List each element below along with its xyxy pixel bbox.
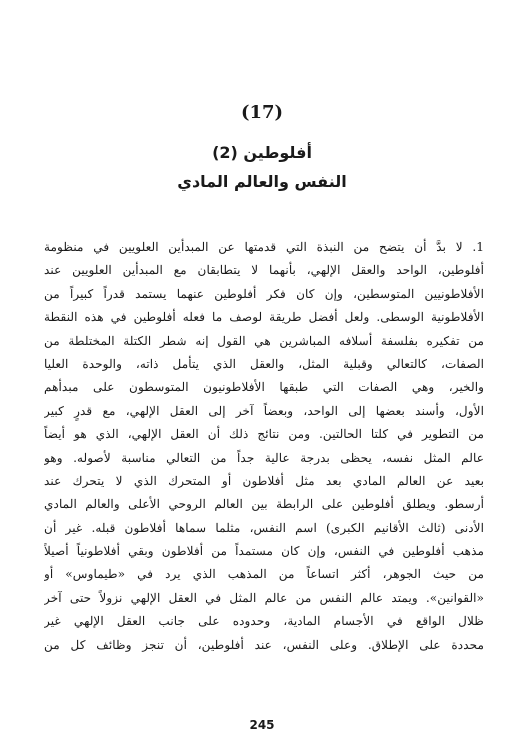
- text-line: من حيث الجوهر، أكثر اتساعاً من المذهب الذي يرد في «طيماوس» أو: [44, 567, 484, 582]
- text-line: الأدنى (ثالث الأقانيم الكبرى) اسم النفس، مثلما سماها أفلاطون قبله. غير أن: [44, 520, 484, 535]
- text-line: أرسطو. ويطلق أفلوطين على الرابطة بين العالم الروحي الأعلى والعالم المادي: [44, 497, 484, 512]
- text-line: أفلوطين، الواحد والعقل الإلهي، بأنهما لا يتطابقان مع المبدأين العلويين عند: [44, 263, 484, 278]
- text-line: مذهب أفلوطين في النفس، وإن كان مستمداً من أفلاطون وبقي أفلاطونياً أصيلاً: [44, 544, 484, 559]
- text-line: بعيد عن العالم المادي بعد مثل أفلاطون أو المتحرك الذي لا يتحرك عند: [44, 473, 484, 488]
- text-line: من تفكيره بفلسفة أسلافه المباشرين هي القول إنه شطر الكتلة المختلطة من: [44, 333, 484, 348]
- page-number: 245: [249, 718, 275, 732]
- text-line: الأفلاطونيين المتوسطين، وإن كان فكر أفلوطين عنهما يستمد قدراً كبيراً من: [44, 286, 484, 301]
- text-line: عالم المثل نفسه، يحظى بدرجة عالية جداً من التعالي مناسبة لأصوله. وهو: [44, 450, 484, 465]
- chapter-title: أفلوطين (2): [212, 143, 312, 162]
- text-line: الأول، وأسند بعضها إلى الواحد، وبعضاً آخر إلى العقل الإلهي، مع قدرٍ كبير: [44, 403, 484, 418]
- text-line: الصفات، كالتعالي وقبلية المثل، والعقل الذي يتأمل ذاته، والوحدة العليا: [44, 356, 484, 371]
- text-line: من التطوير في كلتا الحالتين. ومن نتائج ذلك أن العقل الإلهي، الذي هو أيضاً: [44, 427, 484, 442]
- text-line: الأفلاطونية الوسطى. ولعل أفضل طريقة لوصف ما فعله أفلوطين في هذه النقطة: [44, 310, 484, 325]
- chapter-subtitle: النفس والعالم المادي: [177, 172, 347, 191]
- body-paragraph: [44, 236, 484, 657]
- text-line: «القوانين». ويمتد عالم النفس من عالم المثل في العقل الإلهي نزولاً حتى آخر: [44, 590, 484, 605]
- text-line: 1. لا بدَّ أن يتضح من النبذة التي قدمتها عن المبدأين العلويين في منظومة: [44, 240, 484, 254]
- chapter-number: (17): [240, 102, 284, 123]
- text-line: محددة على الإطلاق. وعلى النفس، عند أفلوطين، أن تنجز وظائف كل من: [44, 637, 484, 652]
- text-line: ظلال الواقع في الأجسام المادية، وحدوده على جانب العقل الإلهي غير: [44, 614, 484, 629]
- text-line: والخير، وهي الصفات التي طبقها الأفلاطونيون المتوسطون على مبدأهم: [44, 380, 484, 395]
